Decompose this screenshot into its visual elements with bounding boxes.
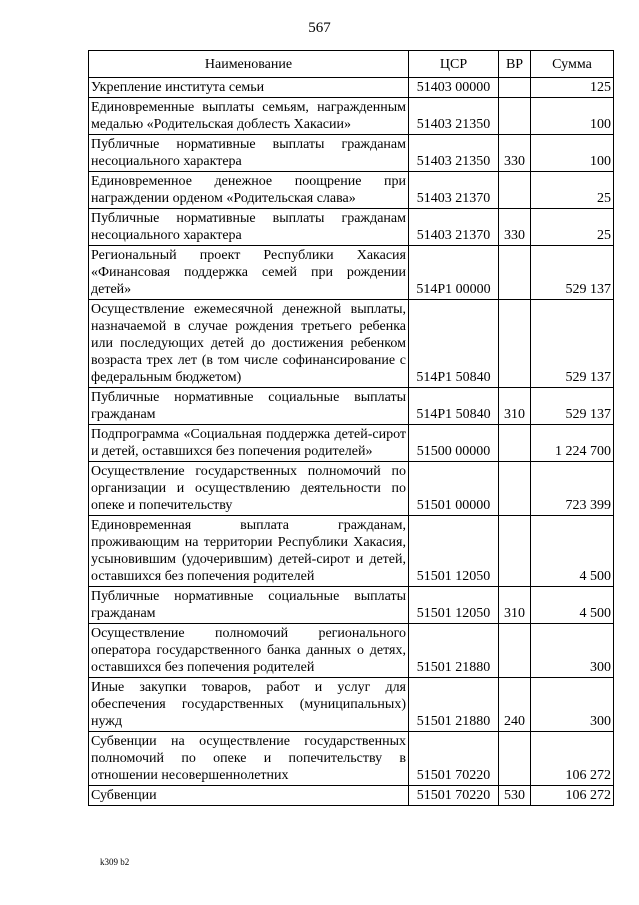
page-number: 567: [308, 20, 331, 36]
row-code: 51501 12050: [409, 587, 499, 624]
row-vr: [499, 246, 531, 300]
row-code: 51403 21370: [409, 172, 499, 209]
table-row: [89, 98, 614, 135]
row-vr: [499, 462, 531, 516]
row-code: 51501 70220: [409, 786, 499, 806]
row-name: Единовременная выплата гражданам, проживающим на территории Республики Хакасия, усыновившим (удочерившим) детей-сирот и детей, оставшихся без попечения родителей: [89, 516, 409, 587]
row-sum: 100: [531, 135, 614, 172]
budget-table: [88, 50, 614, 806]
table-header-row: [89, 51, 614, 78]
row-name: Публичные нормативные выплаты гражданам несоциального характера: [89, 135, 409, 172]
row-vr: 330: [499, 209, 531, 246]
row-code: 51403 21350: [409, 135, 499, 172]
row-name: Публичные нормативные выплаты гражданам несоциального характера: [89, 209, 409, 246]
row-vr: [499, 98, 531, 135]
table-row: [89, 462, 614, 516]
row-sum: 125: [531, 78, 614, 98]
row-code: 514P1 50840: [409, 300, 499, 388]
row-vr: [499, 78, 531, 98]
row-code: 51403 21370: [409, 209, 499, 246]
table-row: [89, 209, 614, 246]
row-name: Укрепление института семьи: [89, 78, 409, 98]
row-vr: 310: [499, 587, 531, 624]
row-sum: 100: [531, 98, 614, 135]
header-name: Наименование: [89, 51, 409, 78]
row-name: Осуществление государственных полномочий по организации и осуществлению деятельности по опеке и попечительству: [89, 462, 409, 516]
table-row: [89, 587, 614, 624]
row-sum: 25: [531, 172, 614, 209]
header-code: ЦСР: [409, 51, 499, 78]
row-code: 51501 21880: [409, 624, 499, 678]
row-code: 514P1 00000: [409, 246, 499, 300]
row-name: Субвенции на осуществление государственных полномочий по опеке и попечительству в отношении несовершеннолетних: [89, 732, 409, 786]
table-row: [89, 388, 614, 425]
table-row: [89, 516, 614, 587]
row-sum: 529 137: [531, 388, 614, 425]
row-name: Осуществление ежемесячной денежной выплаты, назначаемой в случае рождения третьего ребенка или последующих детей до достижения ребенком возраста трех лет (в том числе софинансирование с федеральным бюджетом): [89, 300, 409, 388]
table-row: [89, 624, 614, 678]
table-row: [89, 172, 614, 209]
row-vr: [499, 624, 531, 678]
header-sum: Сумма: [531, 51, 614, 78]
table-row: [89, 300, 614, 388]
row-name: Подпрограмма «Социальная поддержка детей-сирот и детей, оставшихся без попечения родителей»: [89, 425, 409, 462]
row-sum: 106 272: [531, 732, 614, 786]
table-row: [89, 246, 614, 300]
row-code: 51403 00000: [409, 78, 499, 98]
row-name: Субвенции: [89, 786, 409, 806]
row-code: 514P1 50840: [409, 388, 499, 425]
row-code: 51501 70220: [409, 732, 499, 786]
row-sum: 529 137: [531, 300, 614, 388]
table-row: [89, 786, 614, 806]
row-sum: 1 224 700: [531, 425, 614, 462]
row-sum: 106 272: [531, 786, 614, 806]
row-vr: 330: [499, 135, 531, 172]
row-vr: 530: [499, 786, 531, 806]
row-code: 51501 12050: [409, 516, 499, 587]
row-name: Иные закупки товаров, работ и услуг для обеспечения государственных (муниципальных) нужд: [89, 678, 409, 732]
row-sum: 25: [531, 209, 614, 246]
header-vr: ВР: [499, 51, 531, 78]
row-name: Осуществление полномочий регионального оператора государственного банка данных о детях, оставшихся без попечения родителей: [89, 624, 409, 678]
footer-code: k309 b2: [100, 857, 130, 867]
table-row: [89, 78, 614, 98]
row-code: 51501 00000: [409, 462, 499, 516]
row-vr: [499, 172, 531, 209]
row-vr: 310: [499, 388, 531, 425]
row-vr: [499, 516, 531, 587]
table-row: [89, 732, 614, 786]
row-sum: 4 500: [531, 516, 614, 587]
table-row: [89, 678, 614, 732]
row-sum: 300: [531, 624, 614, 678]
row-vr: 240: [499, 678, 531, 732]
row-name: Публичные нормативные социальные выплаты гражданам: [89, 388, 409, 425]
row-vr: [499, 425, 531, 462]
row-name: Публичные нормативные социальные выплаты гражданам: [89, 587, 409, 624]
row-sum: 300: [531, 678, 614, 732]
row-code: 51403 21350: [409, 98, 499, 135]
row-code: 51501 21880: [409, 678, 499, 732]
row-sum: 723 399: [531, 462, 614, 516]
row-name: Единовременное денежное поощрение при награждении орденом «Родительская слава»: [89, 172, 409, 209]
row-vr: [499, 732, 531, 786]
table-row: [89, 425, 614, 462]
row-sum: 4 500: [531, 587, 614, 624]
row-name: Региональный проект Республики Хакасия «Финансовая поддержка семей при рождении детей»: [89, 246, 409, 300]
row-name: Единовременные выплаты семьям, награжденным медалью «Родительская доблесть Хакасии»: [89, 98, 409, 135]
row-sum: 529 137: [531, 246, 614, 300]
row-code: 51500 00000: [409, 425, 499, 462]
table-row: [89, 135, 614, 172]
row-vr: [499, 300, 531, 388]
